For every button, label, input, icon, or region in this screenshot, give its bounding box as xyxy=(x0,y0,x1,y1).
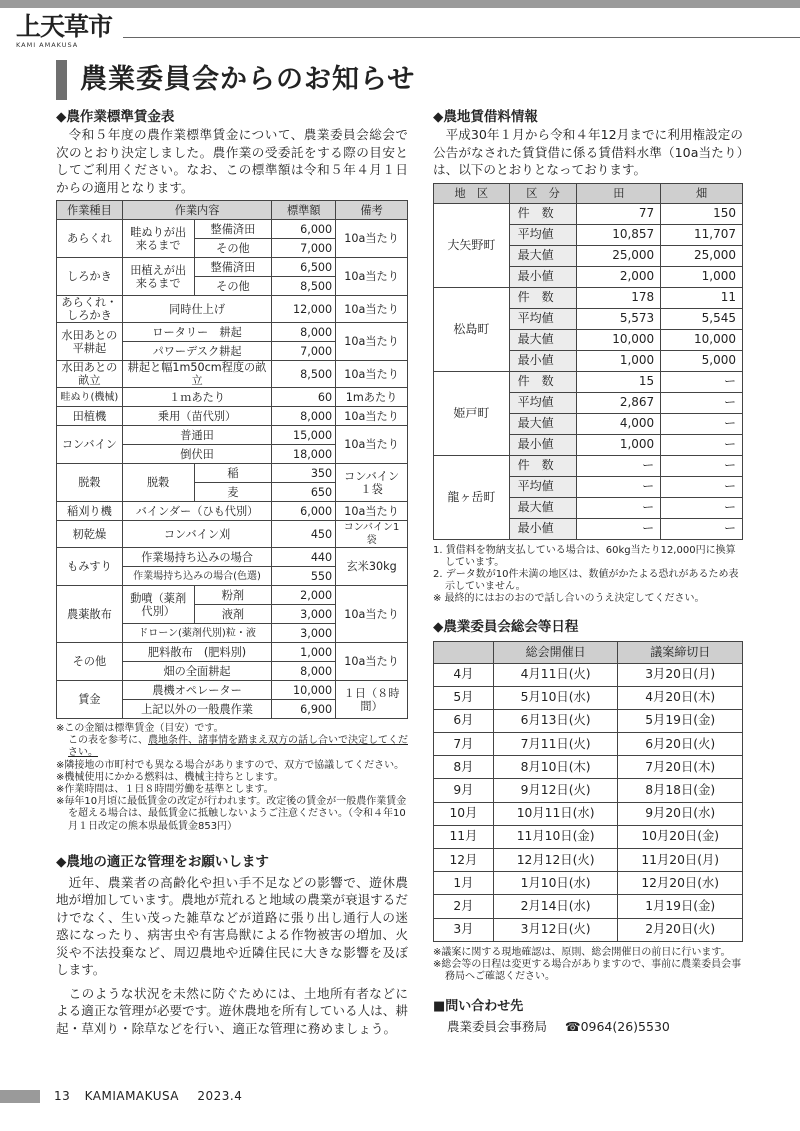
wage-note: 10a当たり xyxy=(336,586,408,643)
upland-field-value: 11 xyxy=(661,287,743,308)
wage-note-item: ※毎年10月頃に最低賃金の改定が行われます。改定後の賃金が一般農作業賃金を超える場合は、最低賃金に抵触しないようご注意ください。（令和４年10月１日改定の熊本県最低賃金853円） xyxy=(56,796,407,832)
work-type: 畦ぬり(機械) xyxy=(57,388,123,407)
deadline-date: 9月20日(水) xyxy=(618,802,743,825)
table-row xyxy=(57,502,408,521)
table-row xyxy=(57,258,408,277)
rice-paddy-value: ー xyxy=(577,476,661,497)
work-content: 整備済田 xyxy=(194,220,272,239)
rice-paddy-value: 10,000 xyxy=(577,329,661,350)
stat-label: 最大値 xyxy=(509,329,577,350)
work-content: 上記以外の一般農作業 xyxy=(122,700,271,719)
city-logo xyxy=(16,14,122,49)
work-type: 稲刈り機 xyxy=(57,502,123,521)
wage-value: 1,000 xyxy=(272,643,336,662)
table-row xyxy=(57,296,408,323)
table-row xyxy=(57,586,408,605)
rice-paddy-value: 77 xyxy=(577,203,661,224)
col-header: 作業内容 xyxy=(122,201,271,220)
wage-value: 450 xyxy=(272,521,336,548)
wage-value: 3,000 xyxy=(272,605,336,624)
table-row xyxy=(434,663,743,686)
wage-value: 6,500 xyxy=(272,258,336,277)
work-content: 倒伏田 xyxy=(122,445,271,464)
work-type: コンバイン xyxy=(57,426,123,464)
upland-field-value: 5,000 xyxy=(661,350,743,371)
wage-value: 8,500 xyxy=(272,277,336,296)
contact-phone: ☎0964(26)5530 xyxy=(565,1019,670,1035)
deadline-date: 6月20日(火) xyxy=(618,733,743,756)
wage-value: 650 xyxy=(272,483,336,502)
wage-note: コンバイン1袋 xyxy=(336,521,408,548)
management-paragraph-1: 近年、農業者の高齢化や担い手不足などの影響で、遊休農地が増加しています。農地が荒れると地域の農業が衰退するだけでなく、生い茂った雑草などが道路に張り出し通行人の迷惑になったり、病害虫や有害鳥獣による作物被害の増加、火災や不法投棄など、周辺農地や近隣住民に大きな影響を及ぼします。 xyxy=(56,874,408,978)
work-content: コンバイン刈 xyxy=(122,521,271,548)
wage-value: 3,000 xyxy=(272,624,336,643)
upland-field-value: 10,000 xyxy=(661,329,743,350)
work-sub: 畦ぬりが出来るまで xyxy=(122,220,194,258)
rice-paddy-value: 2,867 xyxy=(577,392,661,413)
meeting-date: 5月10日(水) xyxy=(493,686,618,709)
wage-value: 7,000 xyxy=(272,342,336,361)
rent-notes xyxy=(433,545,743,606)
rent-note-item: 2. データ数が10件未満の地区は、数値がかたよる恐れがあるため表示していません。 xyxy=(433,568,739,593)
work-content: １ｍあたり xyxy=(122,388,271,407)
wage-note: １日（８時間） xyxy=(336,681,408,719)
rice-paddy-value: ー xyxy=(577,518,661,539)
table-row xyxy=(434,287,743,308)
wage-value: 8,000 xyxy=(272,323,336,342)
deadline-date: 12月20日(水) xyxy=(618,872,743,895)
stat-label: 最小値 xyxy=(509,518,577,539)
schedule-note-item: ※総会等の日程は変更する場合がありますので、事前に農業委員会事務局へご確認ください。 xyxy=(433,958,742,983)
work-type: しろかき xyxy=(57,258,123,296)
rice-paddy-value: 1,000 xyxy=(577,434,661,455)
stat-label: 件 数 xyxy=(509,287,577,308)
page-number: 13 xyxy=(54,1089,71,1103)
wage-note: 10a当たり xyxy=(336,323,408,361)
table-row xyxy=(434,918,743,941)
table-row xyxy=(57,361,408,388)
top-bar xyxy=(0,0,800,8)
wage-note-item: ※隣接地の市町村でも異なる場合がありますので、双方で協議してください。 xyxy=(56,759,405,771)
rice-paddy-value: ー xyxy=(577,455,661,476)
upland-field-value: ー xyxy=(661,455,743,476)
work-content: 畑の全面耕起 xyxy=(122,662,271,681)
work-content: ドローン(薬剤代別)粒・液 xyxy=(122,624,271,643)
table-row xyxy=(434,203,743,224)
col-header: 作業種目 xyxy=(57,201,123,220)
wage-value: 10,000 xyxy=(272,681,336,700)
work-type: あらくれ xyxy=(57,220,123,258)
work-type: 籾乾燥 xyxy=(57,521,123,548)
work-sub: 動噴（薬剤代別） xyxy=(122,586,194,624)
work-content: 同時仕上げ xyxy=(122,296,271,323)
col-header: 備考 xyxy=(336,201,408,220)
work-content: 液剤 xyxy=(194,605,272,624)
rent-heading: ◆農地賃借料情報 xyxy=(433,109,538,125)
stat-label: 件 数 xyxy=(509,455,577,476)
deadline-date: 5月19日(金) xyxy=(618,709,743,732)
meeting-date: 1月10日(水) xyxy=(493,872,618,895)
rent-note-item: ※ 最終的にはおのおので話し合いのうえ決定してください。 xyxy=(433,593,705,605)
meeting-date: 12月12日(火) xyxy=(493,849,618,872)
table-row xyxy=(57,426,408,445)
table-row xyxy=(57,681,408,700)
wage-note: 10a当たり xyxy=(336,220,408,258)
col-header: 総会開催日 xyxy=(493,641,618,663)
upland-field-value: 150 xyxy=(661,203,743,224)
wage-value: 440 xyxy=(272,548,336,567)
upland-field-value: ー xyxy=(661,392,743,413)
wage-note: 10a当たり xyxy=(336,407,408,426)
upland-field-value: ー xyxy=(661,371,743,392)
deadline-date: 4月20日(木) xyxy=(618,686,743,709)
work-content: 普通田 xyxy=(122,426,271,445)
deadline-date: 8月18日(金) xyxy=(618,779,743,802)
work-type: 農薬散布 xyxy=(57,586,123,643)
deadline-date: 3月20日(月) xyxy=(618,663,743,686)
work-type: もみすり xyxy=(57,548,123,586)
title-accent-bar xyxy=(56,60,67,100)
col-header xyxy=(434,641,494,663)
work-content: 耕起と幅1m50cm程度の畝立 xyxy=(122,361,271,388)
upland-field-value: ー xyxy=(661,497,743,518)
work-content: 稲 xyxy=(194,464,272,483)
stat-label: 最大値 xyxy=(509,497,577,518)
deadline-date: 2月20日(火) xyxy=(618,918,743,941)
stat-label: 最小値 xyxy=(509,434,577,455)
rice-paddy-value: 25,000 xyxy=(577,245,661,266)
table-row xyxy=(434,371,743,392)
work-content: パワーデスク耕起 xyxy=(122,342,271,361)
work-type: あらくれ・しろかき xyxy=(57,296,123,323)
table-row xyxy=(434,733,743,756)
schedule-month: 8月 xyxy=(434,756,494,779)
upland-field-value: ー xyxy=(661,476,743,497)
footer-date: 2023.4 xyxy=(197,1089,243,1103)
schedule-month: 5月 xyxy=(434,686,494,709)
deadline-date: 11月20日(月) xyxy=(618,849,743,872)
stat-label: 平均値 xyxy=(509,392,577,413)
right-column xyxy=(433,108,743,1035)
stat-label: 最小値 xyxy=(509,266,577,287)
upland-field-value: 5,545 xyxy=(661,308,743,329)
management-paragraph-2: このような状況を未然に防ぐためには、土地所有者などによる適正な管理が必要です。遊休農地を所有している人は、耕起・草刈り・除草などを行い、適正な管理に務めましょう。 xyxy=(56,985,408,1036)
rice-paddy-value: 5,573 xyxy=(577,308,661,329)
table-row xyxy=(57,548,408,567)
meeting-date: 4月11日(火) xyxy=(493,663,618,686)
upland-field-value: 25,000 xyxy=(661,245,743,266)
work-content: その他 xyxy=(194,239,272,258)
work-content: 麦 xyxy=(194,483,272,502)
contact-line xyxy=(433,1017,743,1035)
area-name: 松島町 xyxy=(434,287,510,371)
wage-value: 8,000 xyxy=(272,407,336,426)
schedule-heading: ◆農業委員会総会等日程 xyxy=(433,618,579,635)
rent-note-item: 1. 賃借料を物納支払している場合は、60kg当たり12,000円に換算しています。 xyxy=(433,544,736,568)
wage-note: 10a当たり xyxy=(336,426,408,464)
meeting-date: 10月11日(水) xyxy=(493,802,618,825)
work-sub: 田植えが出来るまで xyxy=(122,258,194,296)
rent-intro: 平成30年１月から令和４年12月までに利用権設定の公告がなされた賃貸借に係る賃借料水準（10a当たり）は、以下のとおりとなっております。 xyxy=(433,127,743,177)
contact-heading: ■問い合わせ先 xyxy=(433,999,524,1015)
upland-field-value: 1,000 xyxy=(661,266,743,287)
work-content: 粉剤 xyxy=(194,586,272,605)
wage-value: 550 xyxy=(272,567,336,586)
wage-heading: ◆農作業標準賃金表 xyxy=(56,109,175,125)
wage-intro: 令和５年度の農作業標準賃金について、農業委員会総会で次のとおり決定しました。農作業の受委託をする際の目安としてご利用ください。なお、この標準額は令和５年４月１日からの適用となります。 xyxy=(56,127,408,195)
work-content: その他 xyxy=(194,277,272,296)
wage-table xyxy=(56,200,408,719)
contact-office: 農業委員会事務局 xyxy=(447,1019,548,1035)
area-name: 大矢野町 xyxy=(434,203,510,287)
work-content: バインダー（ひも代別） xyxy=(122,502,271,521)
work-content: 農機オペレーター xyxy=(122,681,271,700)
meeting-date: 6月13日(火) xyxy=(493,709,618,732)
table-row xyxy=(434,825,743,848)
wage-value: 8,000 xyxy=(272,662,336,681)
table-row xyxy=(434,779,743,802)
table-row xyxy=(57,388,408,407)
meeting-date: 7月11日(火) xyxy=(493,733,618,756)
deadline-date: 7月20日(木) xyxy=(618,756,743,779)
wage-note-item: この表を参考に、農地条件、諸事情を踏まえ双方の話し合いで決定してください。 xyxy=(68,735,408,759)
footer-brand: KAMIAMAKUSA xyxy=(84,1089,180,1103)
table-row xyxy=(434,709,743,732)
meeting-date: 2月14日(水) xyxy=(493,895,618,918)
wage-note: 10a当たり xyxy=(336,643,408,681)
schedule-notes xyxy=(433,947,743,984)
work-content: 作業場持ち込みの場合 xyxy=(122,548,271,567)
wage-note: 10a当たり xyxy=(336,502,408,521)
wage-note: 10a当たり xyxy=(336,296,408,323)
schedule-month: 1月 xyxy=(434,872,494,895)
table-header-row xyxy=(434,641,743,663)
table-row xyxy=(434,802,743,825)
col-header: 地 区 xyxy=(434,183,510,203)
schedule-note-item: ※議案に関する現地確認は、原則、総会開催日の前日に行います。 xyxy=(433,946,731,958)
stat-label: 平均値 xyxy=(509,224,577,245)
wage-note: 10a当たり xyxy=(336,258,408,296)
wage-note: 1mあたり xyxy=(336,388,408,407)
wage-note: 10a当たり xyxy=(336,361,408,388)
wage-notes xyxy=(56,723,408,833)
stat-label: 最大値 xyxy=(509,413,577,434)
wage-value: 15,000 xyxy=(272,426,336,445)
table-row xyxy=(57,407,408,426)
area-name: 姫戸町 xyxy=(434,371,510,455)
rice-paddy-value: 4,000 xyxy=(577,413,661,434)
management-heading: ◆農地の適正な管理をお願いします xyxy=(56,853,269,870)
stat-label: 平均値 xyxy=(509,476,577,497)
meeting-date: 9月12日(火) xyxy=(493,779,618,802)
col-header: 畑 xyxy=(661,183,743,203)
table-row xyxy=(434,686,743,709)
stat-label: 件 数 xyxy=(509,203,577,224)
rent-table xyxy=(433,183,743,540)
deadline-date: 1月19日(金) xyxy=(618,895,743,918)
wage-value: 6,900 xyxy=(272,700,336,719)
deadline-date: 10月20日(金) xyxy=(618,825,743,848)
col-header: 議案締切日 xyxy=(618,641,743,663)
work-type: 水田あとの畝立 xyxy=(57,361,123,388)
work-content: 乗用（苗代別） xyxy=(122,407,271,426)
col-header: 標準額 xyxy=(272,201,336,220)
wage-value: 18,000 xyxy=(272,445,336,464)
rice-paddy-value: ー xyxy=(577,497,661,518)
schedule-month: 4月 xyxy=(434,663,494,686)
rice-paddy-value: 1,000 xyxy=(577,350,661,371)
header-rule xyxy=(123,37,800,38)
wage-value: 6,000 xyxy=(272,220,336,239)
schedule-month: 11月 xyxy=(434,825,494,848)
schedule-month: 10月 xyxy=(434,802,494,825)
meeting-date: 8月10日(木) xyxy=(493,756,618,779)
table-header-row xyxy=(57,201,408,220)
upland-field-value: ー xyxy=(661,413,743,434)
logo-subtext: KAMI AMAKUSA xyxy=(16,41,79,49)
stat-label: 件 数 xyxy=(509,371,577,392)
table-row xyxy=(434,872,743,895)
wage-note-item: ※機械使用にかかる燃料は、機械主持ちとします。 xyxy=(56,771,284,783)
table-row xyxy=(434,756,743,779)
schedule-month: 2月 xyxy=(434,895,494,918)
table-row xyxy=(434,849,743,872)
upland-field-value: ー xyxy=(661,434,743,455)
rice-paddy-value: 15 xyxy=(577,371,661,392)
footer-bar xyxy=(0,1090,40,1103)
schedule-month: 12月 xyxy=(434,849,494,872)
rice-paddy-value: 10,857 xyxy=(577,224,661,245)
col-header: 田 xyxy=(577,183,661,203)
logo-text: 上天草市 xyxy=(16,12,113,41)
stat-label: 平均値 xyxy=(509,308,577,329)
wage-note: コンバイン１袋 xyxy=(336,464,408,502)
stat-label: 最小値 xyxy=(509,350,577,371)
stat-label: 最大値 xyxy=(509,245,577,266)
table-row xyxy=(57,643,408,662)
page-title: 農業委員会からのお知らせ xyxy=(80,64,416,95)
wage-note-item: ※作業時間は、１日８時間労働を基準とします。 xyxy=(56,784,274,796)
wage-value: 60 xyxy=(272,388,336,407)
wage-value: 7,000 xyxy=(272,239,336,258)
wage-value: 12,000 xyxy=(272,296,336,323)
work-type: その他 xyxy=(57,643,123,681)
wage-note: 玄米30kg xyxy=(336,548,408,586)
table-row xyxy=(57,220,408,239)
work-content: 肥料散布 (肥料別) xyxy=(122,643,271,662)
wage-value: 8,500 xyxy=(272,361,336,388)
schedule-table xyxy=(433,641,743,942)
table-row xyxy=(57,323,408,342)
col-header: 区 分 xyxy=(509,183,577,203)
schedule-month: 6月 xyxy=(434,709,494,732)
area-name: 龍ヶ岳町 xyxy=(434,455,510,539)
work-type: 脱穀 xyxy=(57,464,123,502)
work-type: 田植機 xyxy=(57,407,123,426)
schedule-month: 9月 xyxy=(434,779,494,802)
work-content: ロータリー 耕起 xyxy=(122,323,271,342)
meeting-date: 11月10日(金) xyxy=(493,825,618,848)
work-sub: 脱穀 xyxy=(122,464,194,502)
meeting-date: 3月12日(火) xyxy=(493,918,618,941)
schedule-month: 7月 xyxy=(434,733,494,756)
work-content: 作業場持ち込みの場合(色選) xyxy=(122,567,271,586)
schedule-month: 3月 xyxy=(434,918,494,941)
rice-paddy-value: 2,000 xyxy=(577,266,661,287)
left-column xyxy=(56,108,408,1037)
table-row xyxy=(57,464,408,483)
work-type: 水田あとの平耕起 xyxy=(57,323,123,361)
wage-note-item: ※この金額は標準賃金（目安）です。 xyxy=(56,723,224,734)
table-row xyxy=(434,455,743,476)
rice-paddy-value: 178 xyxy=(577,287,661,308)
work-content: 整備済田 xyxy=(194,258,272,277)
wage-value: 6,000 xyxy=(272,502,336,521)
page-footer xyxy=(54,1089,242,1103)
wage-value: 350 xyxy=(272,464,336,483)
table-row xyxy=(57,521,408,548)
upland-field-value: 11,707 xyxy=(661,224,743,245)
table-row xyxy=(434,895,743,918)
table-header-row xyxy=(434,183,743,203)
work-type: 賃金 xyxy=(57,681,123,719)
upland-field-value: ー xyxy=(661,518,743,539)
wage-value: 2,000 xyxy=(272,586,336,605)
